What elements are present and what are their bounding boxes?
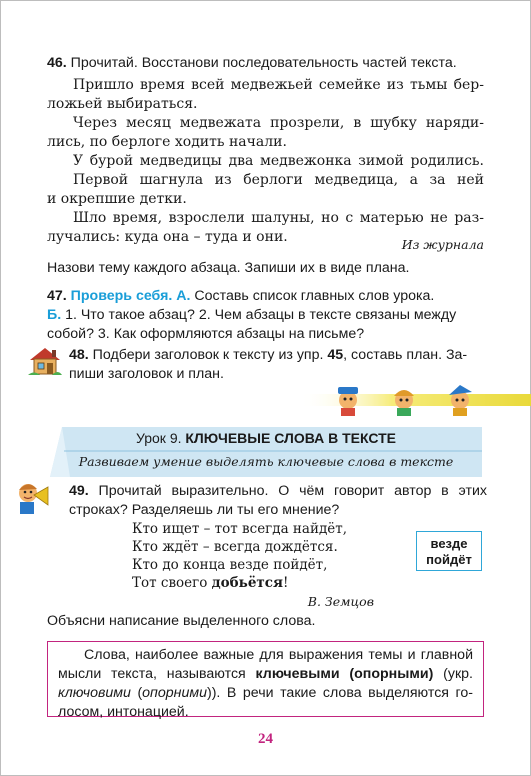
lesson-subtitle: Развиваем умение выделять ключевые слова в тексте: [78, 454, 454, 469]
page-number: 24: [258, 731, 273, 747]
text-line: ложьей выбираться.: [47, 96, 198, 112]
house-icon: [28, 346, 62, 376]
source-note: Из журнала: [401, 237, 484, 252]
exercise-47: [47, 287, 487, 344]
text-line: Шло время, взрослели шалуны, но с матерью не раз-: [73, 210, 484, 226]
check-yourself-label: Проверь себя. А.: [66, 288, 191, 304]
rule-line: мысли текста, называются ключевыми (опорными) (укр.: [58, 666, 473, 682]
rule-line: Слова, наиболее важные для выражения темы и главной: [84, 647, 473, 663]
character-icon: [394, 390, 414, 416]
text-line: Первой шагнула из берлоги медведица, а за ней: [73, 172, 484, 188]
text-line: Через месяц медвежата прозрели, в шубку наряди-: [73, 115, 484, 131]
task-text: Прочитай выразительно. О чём говорит автор в этих: [88, 483, 487, 499]
poem-line: Тот своего добьётся!: [132, 575, 289, 591]
decorative-stripe: [300, 380, 531, 420]
lesson-title: [50, 430, 482, 446]
exercise-46-text: [47, 76, 484, 247]
exercise-number: 46.: [47, 55, 67, 71]
task-text: , составь план. За-: [343, 347, 468, 363]
exercise-46-task: [47, 54, 487, 73]
key-term: ключевыми (опорными): [255, 666, 434, 682]
character-icon: [338, 387, 358, 416]
rule-line: ключовими (опорними)). В речи такие слова выделяются го-: [58, 685, 473, 701]
task-text: Прочитай. Восстанови последовательность частей текста.: [66, 55, 457, 71]
part-b-label: Б.: [47, 307, 62, 323]
lesson-banner: [50, 427, 482, 477]
exercise-48: [69, 346, 487, 384]
text-line: У бурой медведицы два медвежонка зимой родились.: [73, 153, 484, 169]
lesson-heading: КЛЮЧЕВЫЕ СЛОВА В ТЕКСТЕ: [185, 430, 397, 446]
task-text: пиши заголовок и план.: [69, 366, 224, 382]
exercise-number: 48.: [69, 347, 89, 363]
highlighted-word: добьётся: [211, 575, 283, 591]
word: пойдёт: [426, 552, 472, 567]
lesson-label: Урок 9.: [135, 430, 186, 446]
task-text: Составь список главных слов урока.: [190, 288, 435, 304]
word: везде: [430, 536, 468, 551]
text-line: и окрепшие детки.: [47, 191, 187, 207]
poem-line: Кто ищет – тот всегда найдёт,: [132, 521, 348, 537]
task-text: строках? Разделяешь ли ты его мнение?: [69, 502, 340, 518]
task-text: собой? 3. Как оформляются абзацы на письме?: [47, 326, 365, 342]
text-line: лучались: куда она – туда и они.: [47, 229, 288, 245]
poem-line: Кто до конца везде пойдёт,: [132, 557, 328, 573]
rule-line: лосом, интонацией.: [58, 704, 189, 720]
poem-author: В. Земцов: [307, 594, 374, 609]
character-icon: [449, 385, 472, 416]
exercise-49-followup: Объясни написание выделенного слова.: [47, 613, 316, 629]
text-line: лись, по берлоге ходить начали.: [47, 134, 287, 150]
text-line: Пришло время всей медвежьей семейке из тьмы бер-: [73, 77, 484, 93]
word-box: [416, 531, 482, 571]
exercise-49: [69, 482, 487, 520]
exercise-number: 49.: [69, 483, 89, 499]
exercise-number: 47.: [47, 288, 67, 304]
task-text: Подбери заголовок к тексту из упр.: [88, 347, 328, 363]
poem: [132, 520, 402, 592]
megaphone-boy-icon: [14, 479, 50, 515]
poem-line: Кто ждёт – всегда дождётся.: [132, 539, 338, 555]
rule-box: [47, 641, 484, 720]
exercise-46-followup: Назови тему каждого абзаца. Запиши их в виде плана.: [47, 260, 410, 276]
task-text: 1. Что такое абзац? 2. Чем абзацы в тексте связаны между: [61, 307, 457, 323]
exercise-reference: 45: [327, 347, 344, 363]
